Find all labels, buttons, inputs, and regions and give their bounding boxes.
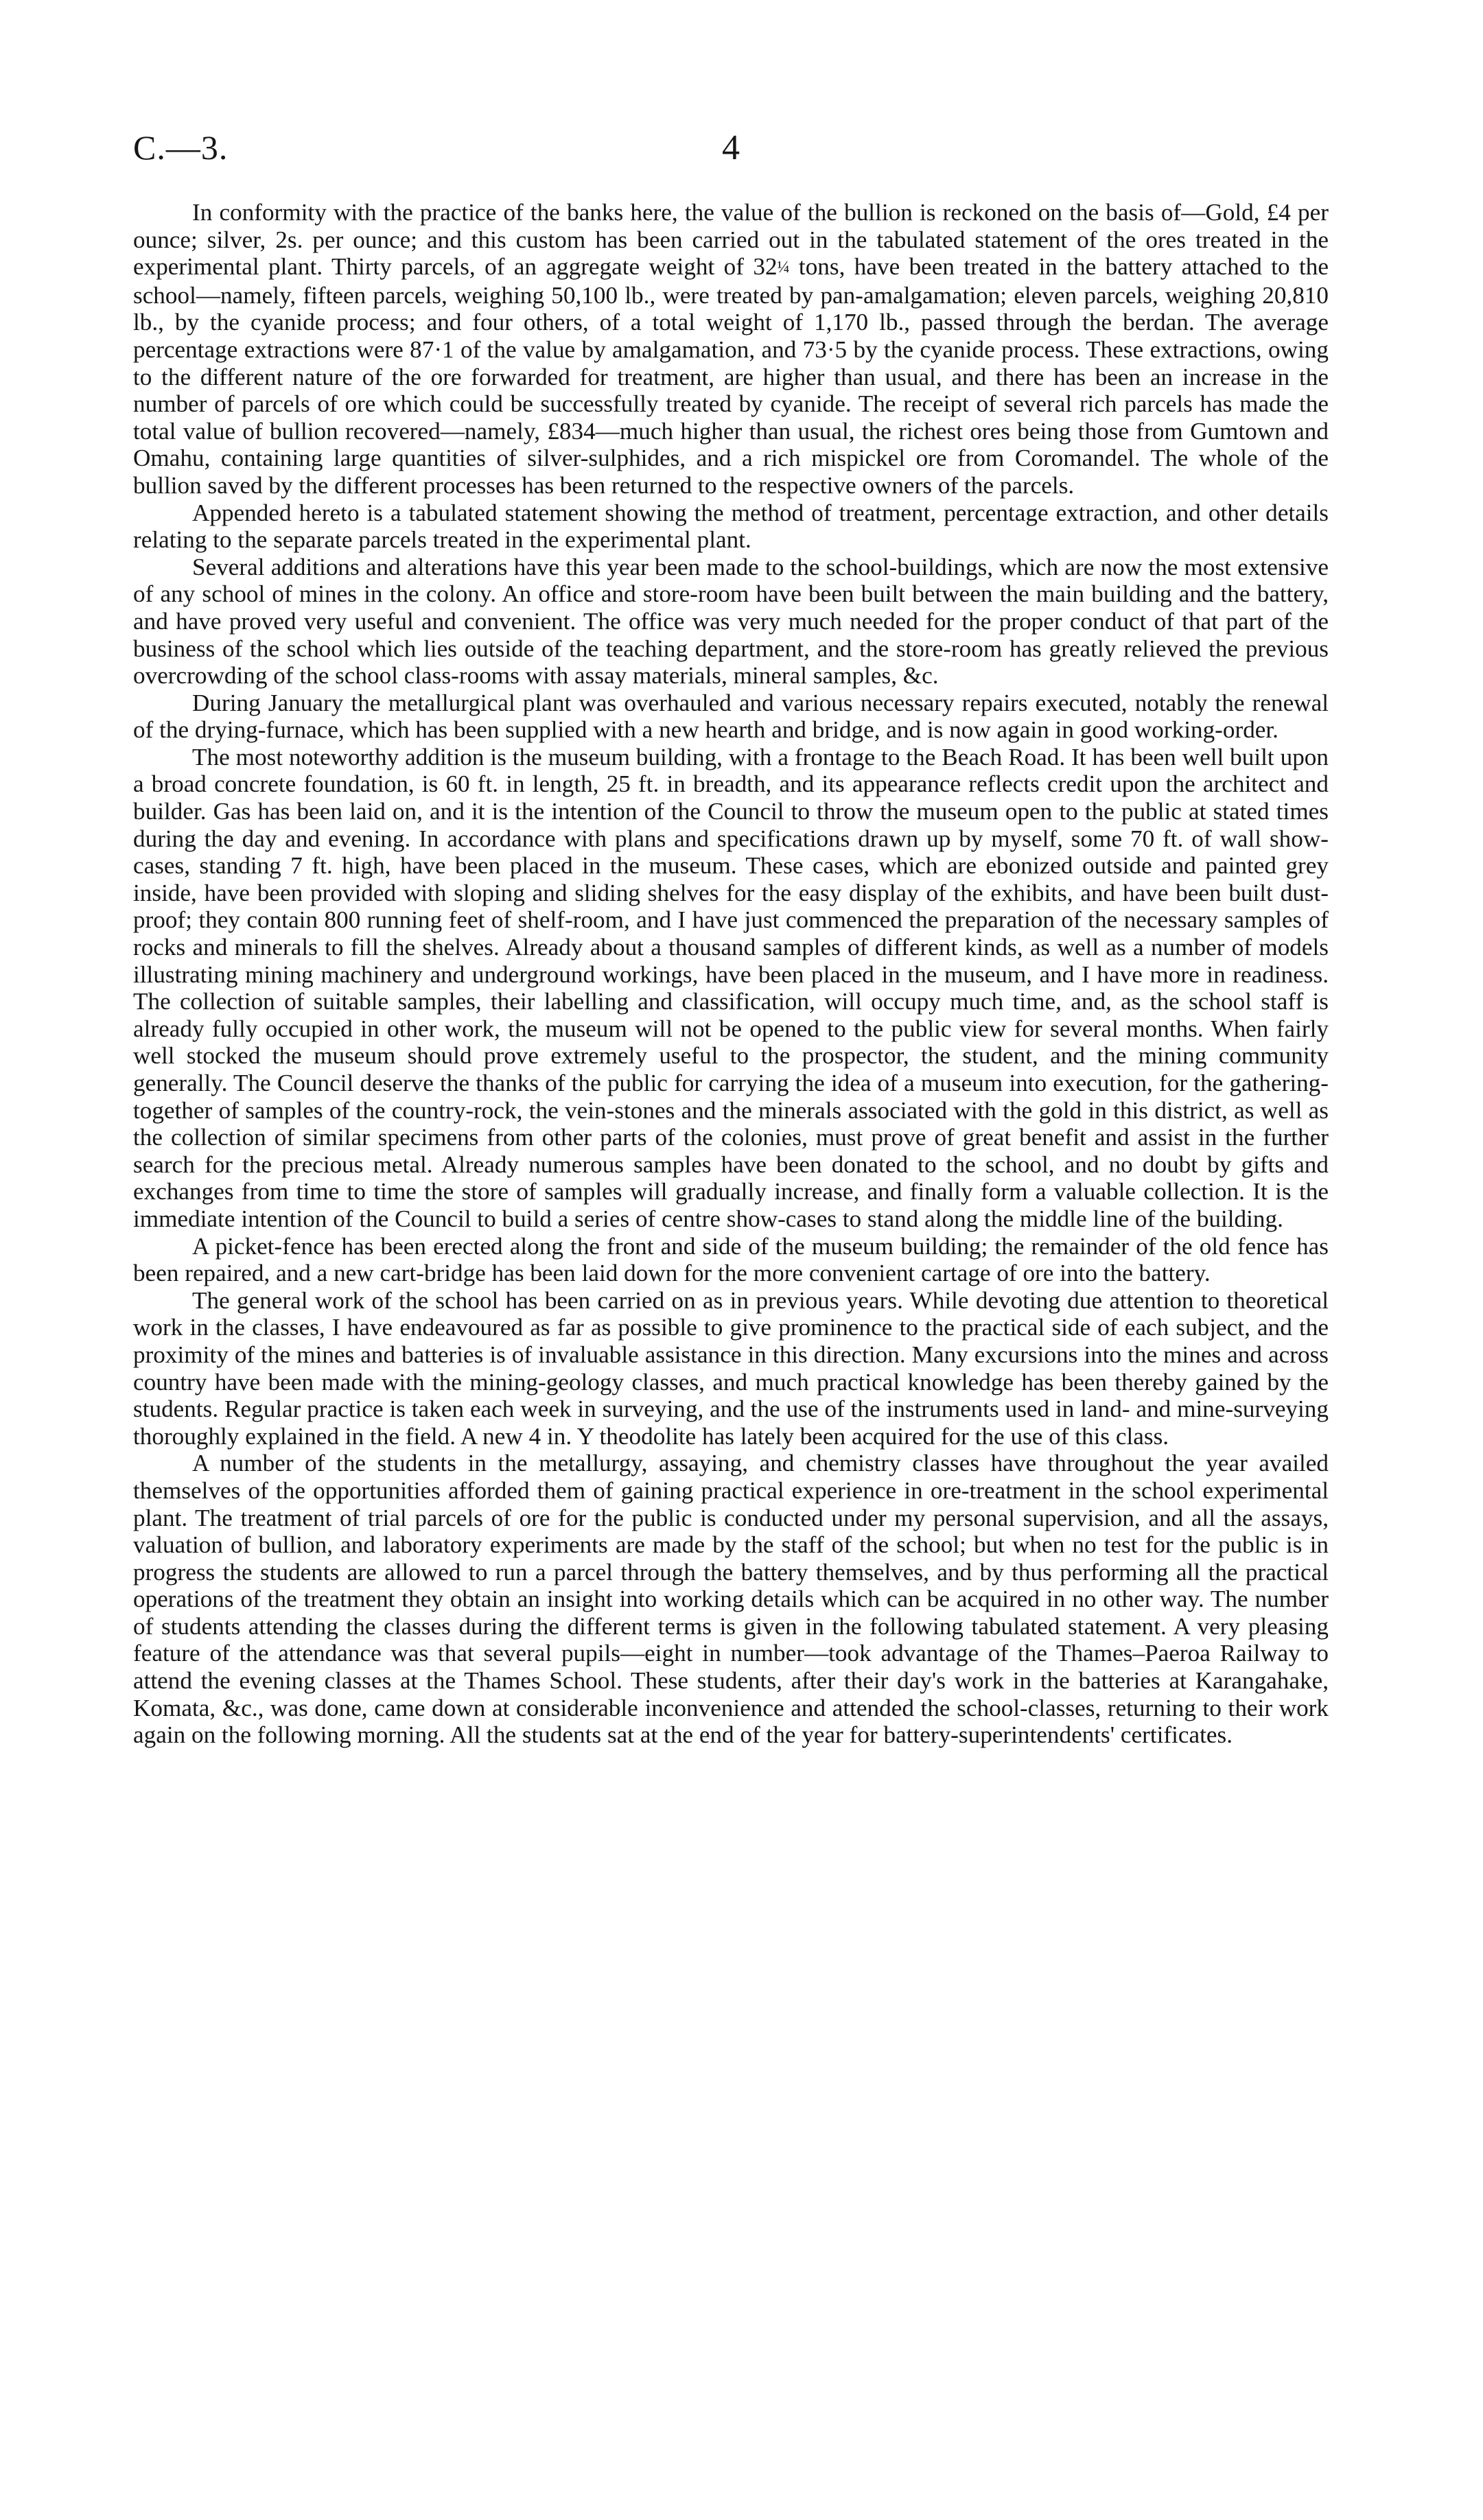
paragraph-museum-building: The most noteworthy addition is the museum building, with a frontage to the Beach Road. It has been well built upon a broad concrete foundation, is 60 ft. in length, 25 ft. in breadth, and its appearance reflects credit upon the architect and builder. Gas has been laid on, and it is the intention of the Council to throw the museum open to the public at stated times during the day and evening. In accordance with plans and specifications drawn up by myself, some 70 ft. of wall show-cases, standing 7 ft. high, have been placed in the museum. These cases, which are ebonized outside and painted grey inside, have been provided with sloping and sliding shelves for the easy display of the exhibits, and have been built dust-proof; they contain 800 running feet of shelf-room, and I have just commenced the preparation of the necessary samples of rocks and minerals to fill the shelves. Already about a thousand samples of different kinds, as well as a number of models illustrating mining machinery and underground workings, have been placed in the museum, and I have more in readiness. The collection of suitable samples, their labelling and classification, will occupy much time, and, as the school staff is already fully occupied in other work, the museum will not be opened to the public view for several months. When fairly well stocked the museum should prove extremely useful to the prospector, the student, and the mining community generally. The Council deserve the thanks of the public for carrying the idea of a museum into execution, for the gathering-together of samples of the country-rock, the vein-stones and the minerals associated with the gold in this district, as well as the collection of similar specimens from other parts of the colonies, must prove of great benefit and assist in the further search for the precious metal. Already numerous samples have been donated to the school, and no doubt by gifts and exchanges from time to time the store of samples will gradually increase, and finally form a valuable collection. It is the immediate intention of the Council to build a series of centre show-cases to stand along the middle line of the building. [133,743,1329,1232]
paragraph-picket-fence: A picket-fence has been erected along the front and side of the museum building; the remainder of the old fence has been repaired, and a new cart-bridge has been laid down for the more convenient cartage of ore into the battery. [133,1232,1329,1287]
body-text [133,199,1329,1749]
paragraph-metallurgical-plant: During January the metallurgical plant was overhauled and various necessary repairs executed, notably the renewal of the drying-furnace, which has been supplied with a new hearth and bridge, and is now again in good working-order. [133,689,1329,744]
paragraph-bullion-valuation: In conformity with the practice of the banks here, the value of the bullion is reckoned on the basis of—Gold, £4 per ounce; silver, 2s. per ounce; and this custom has been carried out in the tabulated statement of the ores treated in the experimental plant. Thirty parcels, of an aggregate weight of 32¼ tons, have been treated in the battery attached to the school—namely, fifteen parcels, weighing 50,100 lb., were treated by pan-amalgamation; eleven parcels, weighing 20,810 lb., by the cyanide process; and four others, of a total weight of 1,170 lb., passed through the berdan. The average percentage extractions were 87·1 of the value by amalgamation, and 73·5 by the cyanide process. These extractions, owing to the different nature of the ore forwarded for treatment, are higher than usual, and there has been an increase in the number of parcels of ore which could be successfully treated by cyanide. The receipt of several rich parcels has made the total value of bullion recovered—namely, £834—much higher than usual, the richest ores being those from Gumtown and Omahu, containing large quantities of silver-sulphides, and a rich mispickel ore from Coromandel. The whole of the bullion saved by the different processes has been returned to the respective owners of the parcels. [133,199,1329,499]
paragraph-tabulated-statement: Appended hereto is a tabulated statement showing the method of treatment, percentage extraction, and other details relating to the separate parcels treated in the experimental plant. [133,499,1329,554]
fraction-quarter: ¼ [777,259,790,277]
paragraph-students-practical: A number of the students in the metallurgy, assaying, and chemistry classes have throughout the year availed themselves of the opportunities afforded them of gaining practical experience in ore-treatment in the school experimental plant. The treatment of trial parcels of ore for the public is conducted under my personal supervision, and all the assays, valuation of bullion, and laboratory experiments are made by the staff of the school; but when no test for the public is in progress the students are allowed to run a parcel through the battery themselves, and by thus performing all the practical operations of the treatment they obtain an insight into working details which can be acquired in no other way. The number of students attending the classes during the different terms is given in the following tabulated statement. A very pleasing feature of the attendance was that several pupils—eight in number—took advantage of the Thames–Paeroa Railway to attend the evening classes at the Thames School. These students, after their day's work in the batteries at Karangahake, Komata, &c., was done, came down at considerable inconvenience and attended the school-classes, returning to their work again on the following morning. All the students sat at the end of the year for battery-superintendents' certificates. [133,1450,1329,1749]
document-reference: C.—3. [133,128,229,167]
page-number: 4 [722,128,740,167]
paragraph-school-buildings: Several additions and alterations have this year been made to the school-buildings, which are now the most extensive of any school of mines in the colony. An office and store-room have been built between the main building and the battery, and have proved very useful and convenient. The office was very much needed for the proper conduct of that part of the business of the school which lies outside of the teaching department, and the store-room has greatly relieved the previous overcrowding of the school class-rooms with assay materials, mineral samples, &c. [133,553,1329,690]
paragraph-general-work: The general work of the school has been carried on as in previous years. While devoting due attention to theoretical work in the classes, I have endeavoured as far as possible to give prominence to the practical side of each subject, and the proximity of the mines and batteries is of invaluable assistance in this direction. Many excursions into the mines and across country have been made with the mining-geology classes, and much practical knowledge has been thereby gained by the students. Regular practice is taken each week in surveying, and the use of the instruments used in land- and mine-surveying thoroughly explained in the field. A new 4 in. Y theodolite has lately been acquired for the use of this class. [133,1286,1329,1450]
page-header [133,128,1327,182]
